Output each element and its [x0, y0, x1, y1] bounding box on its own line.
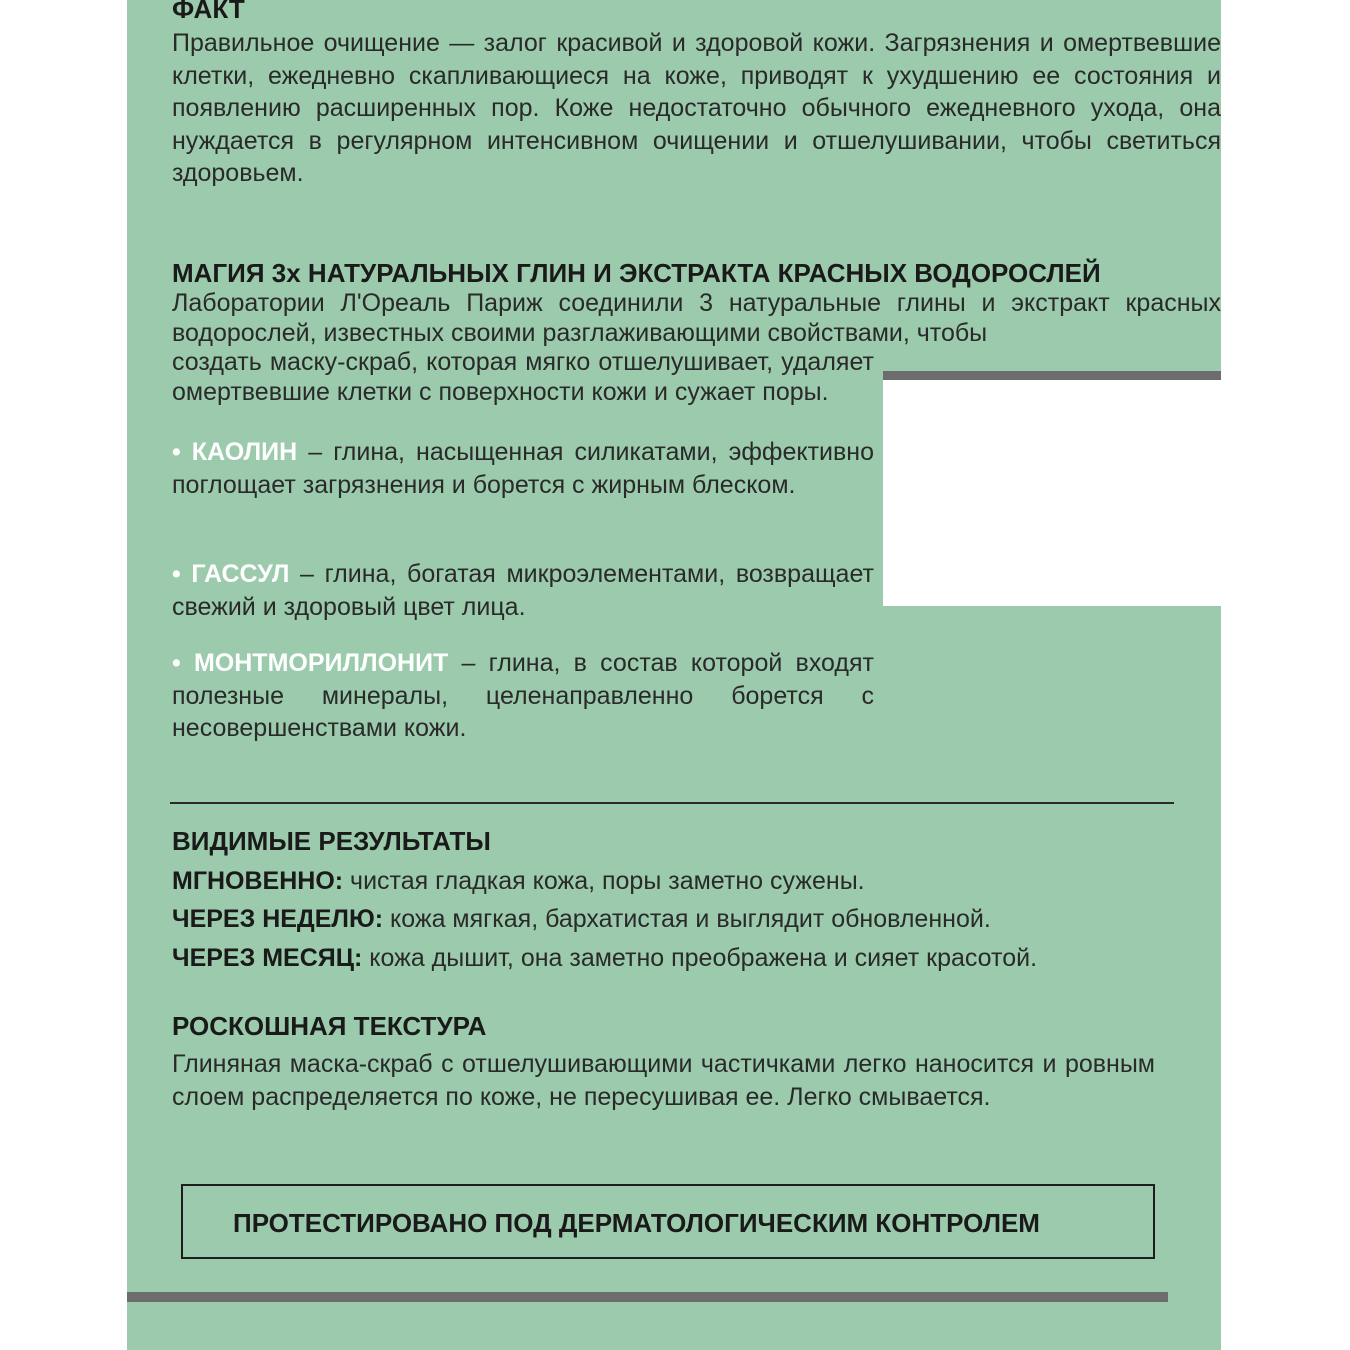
clay-kaolin [172, 436, 874, 501]
result-instant [172, 867, 865, 896]
magic-heading: МАГИЯ 3х НАТУРАЛЬНЫХ ГЛИН И ЭКСТРАКТА КРАСНЫХ ВОДОРОСЛЕЙ [172, 258, 1101, 288]
result-instant-text: чистая гладкая кожа, поры заметно сужены. [343, 867, 865, 895]
image-top-bar [883, 371, 1221, 380]
clay-kaolin-name: • КАОЛИН [172, 438, 298, 466]
section-divider [170, 802, 1174, 804]
fact-heading: ФАКТ [172, 0, 245, 24]
result-month-text: кожа дышит, она заметно преображена и сияет красотой. [362, 944, 1038, 972]
texture-text: Глиняная маска-скраб с отшелушивающими частичками легко наносится и ровным слоем распределяется по коже, не пересушивая ее. Легко смывается. [172, 1050, 1155, 1111]
dermatology-badge-label: ПРОТЕСТИРОВАНО ПОД ДЕРМАТОЛОГИЧЕСКИМ КОНТРОЛЕМ [233, 1208, 1040, 1238]
fact-text: Правильное очищение — залог красивой и здоровой кожи. Загрязнения и омертвевшие клетки, ежедневно скапливающиеся на коже, приводят к ухудшению ее состояния и появлению расширенных пор. Коже недостаточно обычного ежедневного ухода, она нуждается в регулярном интенсивном очищении и отшелушивании, чтобы светиться здоровьем. [172, 29, 1221, 187]
result-week-text: кожа мягкая, бархатистая и выглядит обновленной. [383, 905, 991, 933]
result-instant-label: МГНОВЕННО: [172, 867, 344, 895]
clay-ghassoul-name: • ГАССУЛ [172, 560, 290, 588]
dermatology-badge [181, 1184, 1155, 1259]
bottom-bar [127, 1292, 1168, 1302]
clay-ghassoul-text: – глина, богатая микроэлементами, возвращает свежий и здоровый цвет лица. [172, 560, 874, 621]
results-heading: ВИДИМЫЕ РЕЗУЛЬТАТЫ [172, 826, 491, 856]
result-week [172, 905, 991, 934]
clay-montmorillonite [172, 647, 874, 745]
clay-montmorillonite-name: • МОНТМОРИЛЛОНИТ [172, 649, 449, 677]
result-week-label: ЧЕРЕЗ НЕДЕЛЮ: [172, 905, 384, 933]
clay-montmorillonite-text: – глина, в состав которой входят полезные минералы, целенаправленно борется с несовершенствами кожи. [172, 649, 874, 742]
result-month-label: ЧЕРЕЗ МЕСЯЦ: [172, 944, 363, 972]
product-image-placeholder [883, 380, 1221, 606]
texture-heading: РОСКОШНАЯ ТЕКСТУРА [172, 1011, 487, 1041]
magic-intro-narrow: создать маску-скраб, которая мягко отшелушивает, удаляет омертвевшие клетки с поверхности кожи и сужает поры. [172, 348, 874, 406]
magic-intro-wide: Лаборатории Л'Ореаль Париж соединили 3 натуральные глины и экстракт красных водорослей, известных своими разглаживающими свойствами, чтобы [172, 289, 1221, 347]
clay-ghassoul [172, 558, 874, 623]
clay-kaolin-text: – глина, насыщенная силикатами, эффективно поглощает загрязнения и борется с жирным блеском. [172, 438, 874, 499]
result-month [172, 944, 1037, 973]
